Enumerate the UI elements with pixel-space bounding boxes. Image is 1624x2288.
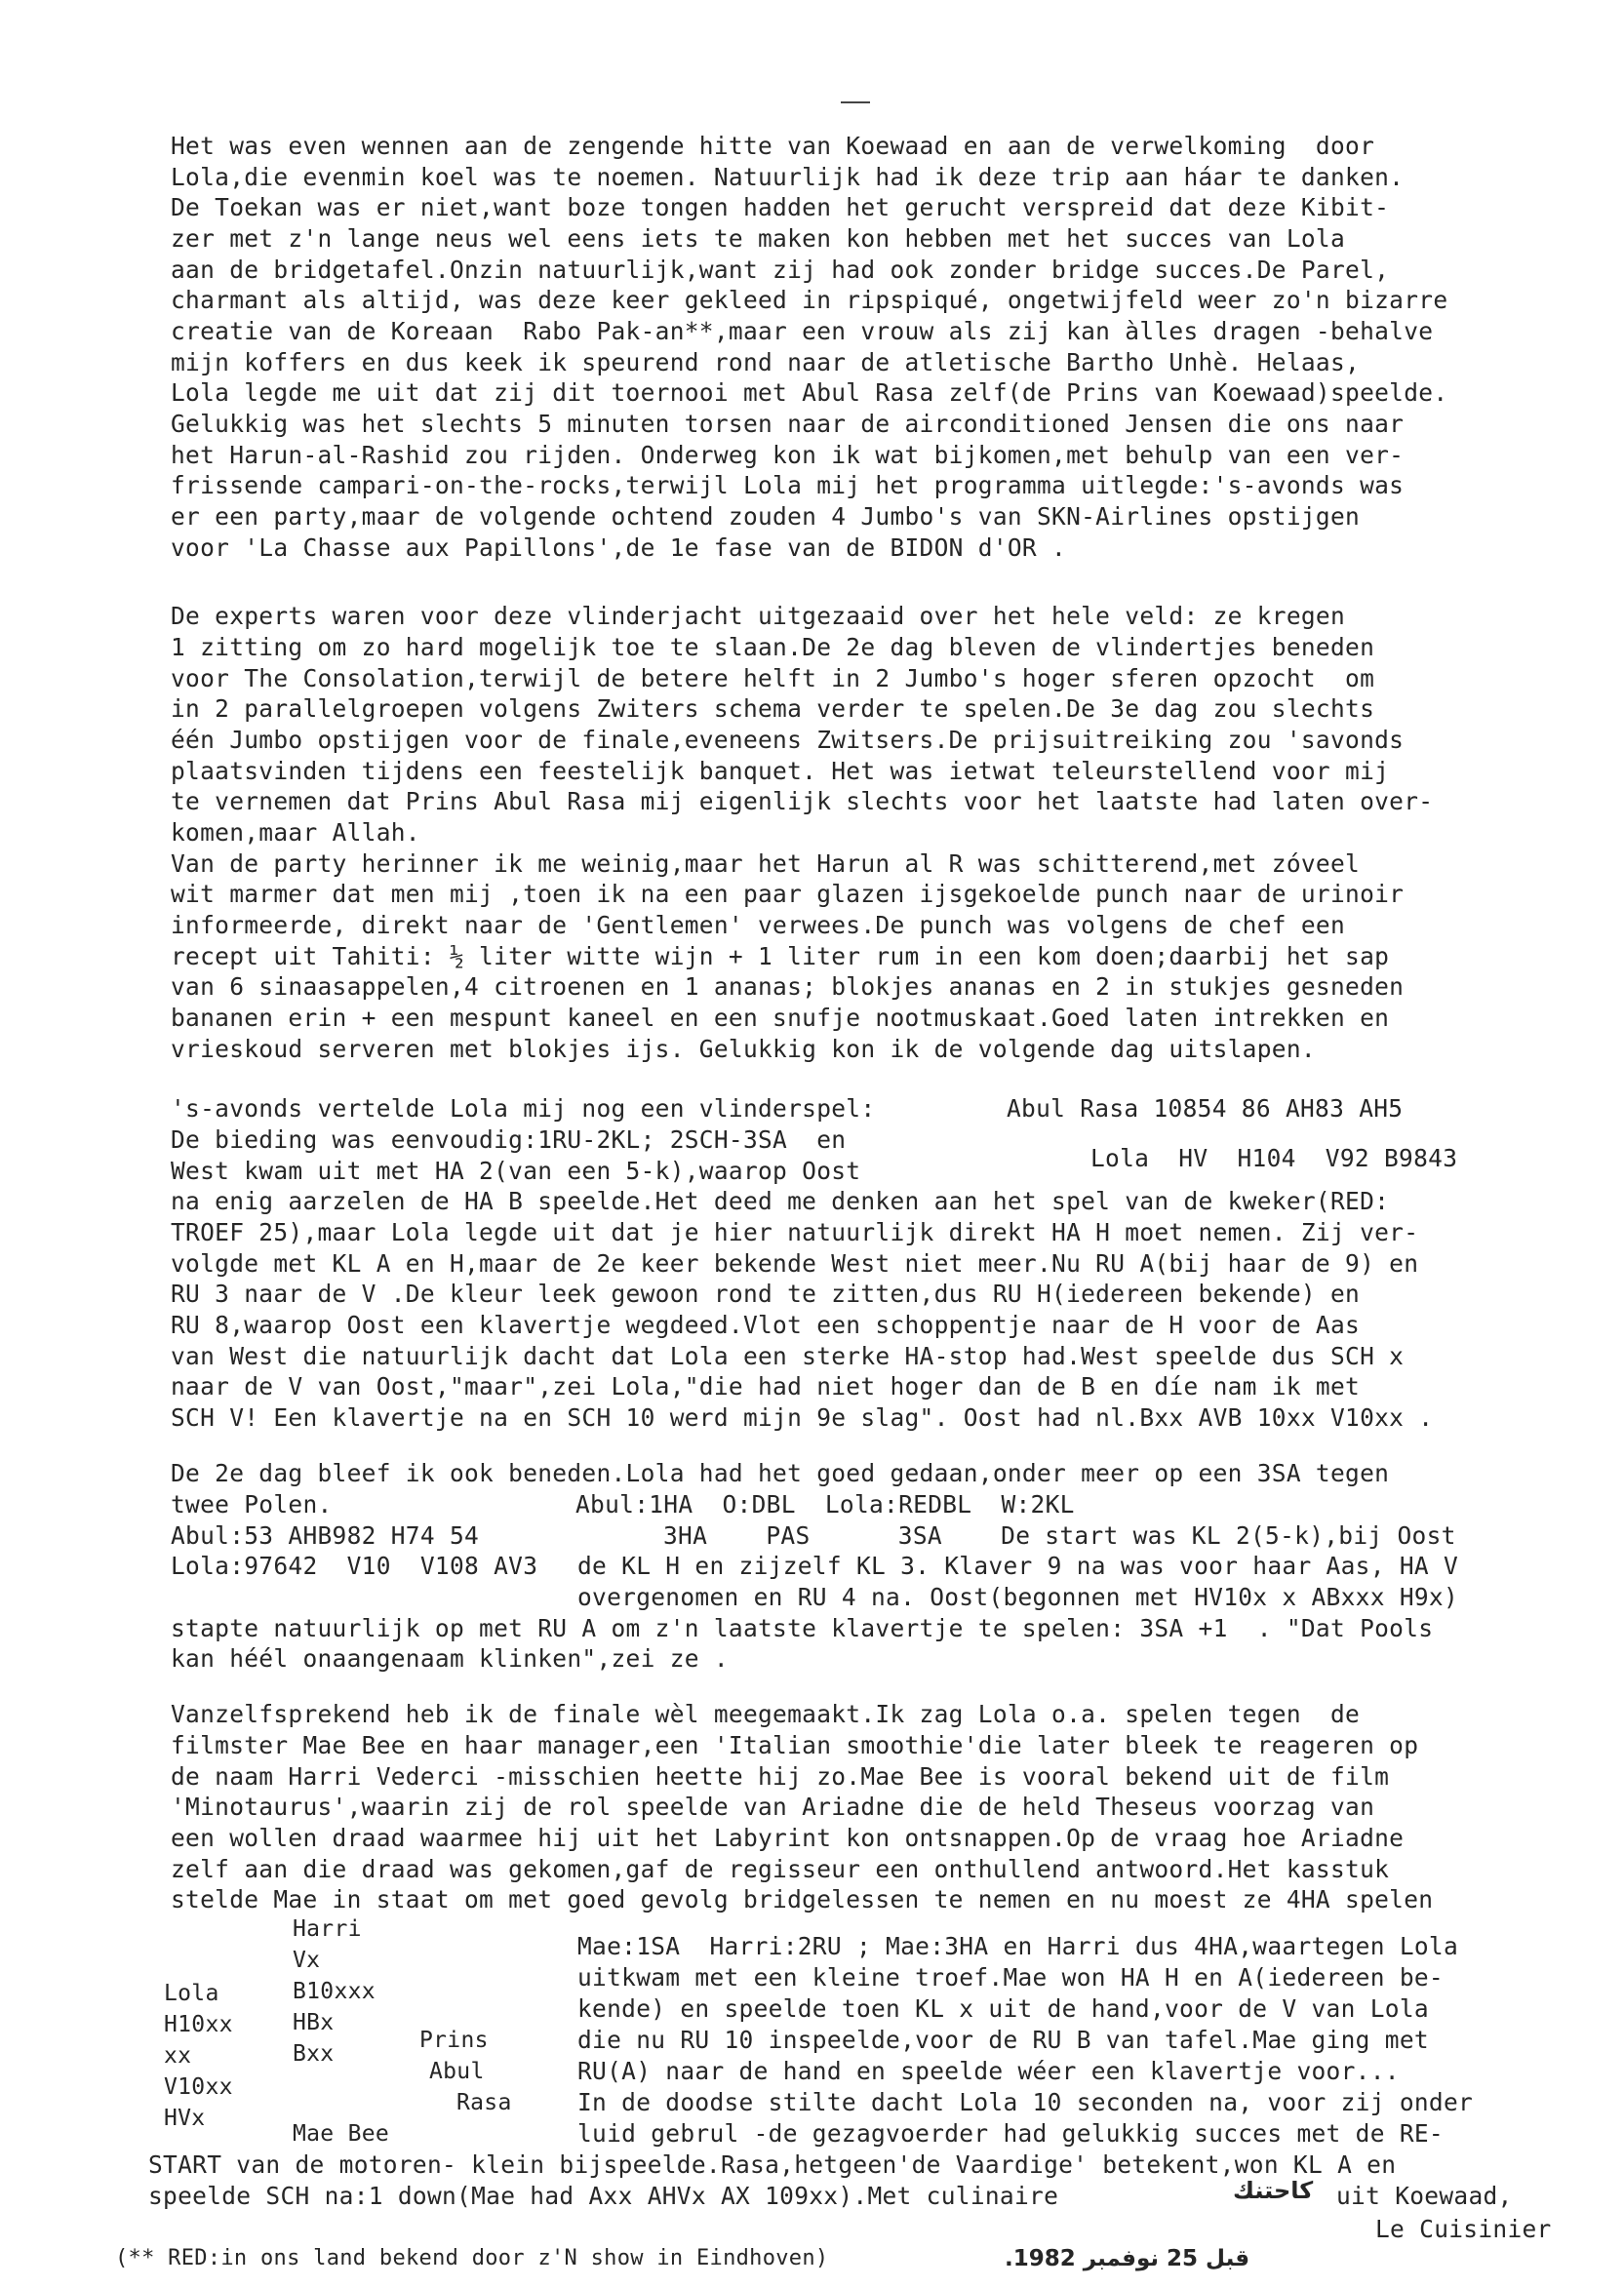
text-line: Mae:1SA Harri:2RU ; Mae:3HA en Harri dus 4HA,waartegen Lola xyxy=(577,1932,1459,1960)
hand-lola: Lola HV H104 V92 B9843 xyxy=(1090,1144,1458,1172)
text-line: Lola,die evenmin koel was te noemen. Natuurlijk had ik deze trip aan háar te danken. xyxy=(171,163,1405,191)
text-line: De experts waren voor deze vlinderjacht uitgezaaid over het hele veld: ze kregen xyxy=(171,602,1346,630)
text-line: Lola legde me uit dat zij dit toernooi met Abul Rasa zelf(de Prins van Koewaad)speelde. xyxy=(171,378,1448,407)
text-line: 3HA PAS 3SA De start was KL 2(5-k),bij Oost xyxy=(663,1521,1456,1550)
text-line: plaatsvinden tijdens een feestelijk banquet. Het was ietwat teleurstellend voor mij xyxy=(171,757,1390,785)
diagram-north-clubs: Bxx xyxy=(293,2041,335,2067)
hand-abul: Abul Rasa 10854 86 AH83 AH5 xyxy=(1007,1094,1404,1123)
text-line: 'Minotaurus',waarin zij de rol speelde van Ariadne die de held Theseus voorzag van xyxy=(171,1793,1375,1821)
text-line: recept uit Tahiti: ½ liter witte wijn + 1 liter rum in een kom doen;daarbij het sap xyxy=(171,942,1390,970)
text-line: RU(A) naar de hand en speelde wéer een klavertje voor... xyxy=(577,2057,1400,2085)
text-line: Gelukkig was het slechts 5 minuten torsen naar de airconditioned Jensen die ons naar xyxy=(171,410,1405,438)
text-line: de KL H en zijzelf KL 3. Klaver 9 na was voor haar Aas, HA V xyxy=(577,1552,1459,1580)
text-line: er een party,maar de volgende ochtend zouden 4 Jumbo's van SKN-Airlines opstijgen xyxy=(171,502,1361,531)
text-line: charmant als altijd, was deze keer gekleed in ripspiqué, ongetwijfeld weer zo'n bizarre xyxy=(171,286,1448,314)
text-line: filmster Mae Bee en haar manager,een 'Italian smoothie'die later bleek te reageren op xyxy=(171,1731,1419,1759)
text-line: RU 8,waarop Oost een klavertje wegdeed.Vlot een schoppentje naar de H voor de Aas xyxy=(171,1311,1361,1339)
text-line: na enig aarzelen de HA B speelde.Het deed me denken aan het spel van de kweker(RED: xyxy=(171,1187,1390,1215)
date-stamp: قبل 25 نوفمبر 1982. xyxy=(1005,2246,1250,2271)
text-line: de naam Harri Vederci -misschien heette hij zo.Mae Bee is vooral bekend uit de film xyxy=(171,1762,1390,1791)
text-line: van West die natuurlijk dacht dat Lola een sterke HA-stop had.West speelde dus SCH x xyxy=(171,1342,1405,1370)
text-line: volgde met KL A en H,maar de 2e keer bekende West niet meer.Nu RU A(bij haar de 9) en xyxy=(171,1249,1419,1278)
text-line: één Jumbo opstijgen voor de finale,eveneens Zwitsers.De prijsuitreiking zou 'savonds xyxy=(171,726,1405,754)
diagram-north-name: Harri xyxy=(293,1916,362,1942)
diagram-west-name: Lola xyxy=(164,1981,219,2006)
text-line: In de doodse stilte dacht Lola 10 seconden na, voor zij onder xyxy=(577,2088,1474,2116)
text-line: uitkwam met een kleine troef.Mae won HA H en A(iedereen be- xyxy=(577,1963,1444,1992)
diagram-west-hearts: xx xyxy=(164,2043,192,2069)
text-line: voor The Consolation,terwijl de betere helft in 2 Jumbo's hoger sferen opzocht om xyxy=(171,664,1375,692)
text-line: stelde Mae in staat om met goed gevolg bridgelessen te nemen en nu moest ze 4HA spelen xyxy=(171,1885,1434,1913)
text-line: luid gebrul -de gezagvoerder had gelukkig succes met de RE- xyxy=(577,2119,1444,2148)
text-line: van 6 sinaasappelen,4 citroenen en 1 ananas; blokjes ananas en 2 in stukjes gesneden xyxy=(171,972,1405,1001)
text-line: het Harun-al-Rashid zou rijden. Onderweg kon ik wat bijkomen,met behulp van een ver- xyxy=(171,441,1405,469)
text-line: aan de bridgetafel.Onzin natuurlijk,want zij had ook zonder bridge succes.De Parel, xyxy=(171,256,1390,284)
text-line: SCH V! Een klavertje na en SCH 10 werd mijn 9e slag". Oost had nl.Bxx AVB 10xx V10xx . xyxy=(171,1403,1434,1432)
hand-line: Abul:53 AHB982 H74 54 xyxy=(171,1521,480,1550)
text-line: creatie van de Koreaan Rabo Pak-an**,maar een vrouw als zij kan àlles dragen -behalve xyxy=(171,317,1434,345)
diagram-east-name: Rasa xyxy=(456,2090,512,2115)
text-line: 1 zitting om zo hard mogelijk toe te slaan.De 2e dag bleven de vlindertjes beneden xyxy=(171,633,1375,661)
top-mark xyxy=(841,101,870,103)
text-line: RU 3 naar de V .De kleur leek gewoon rond te zitten,dus RU H(iedereen bekende) en xyxy=(171,1280,1361,1308)
text-line: wit marmer dat men mij ,toen ik na een paar glazen ijsgekoelde punch naar de urinoir xyxy=(171,880,1405,908)
footnote: (** RED:in ons land bekend door z'N show in Eindhoven) xyxy=(115,2246,829,2270)
text-line: overgenomen en RU 4 na. Oost(begonnen met HV10x x ABxxx H9x) xyxy=(577,1583,1459,1611)
signature: Le Cuisinier xyxy=(1375,2215,1552,2243)
diagram-north-diamonds: HBx xyxy=(293,2010,335,2035)
text-line: De bieding was eenvoudig:1RU-2KL; 2SCH-3SA en xyxy=(171,1125,847,1154)
text-line: zer met z'n lange neus wel eens iets te maken kon hebben met het succes van Lola xyxy=(171,224,1346,253)
text-line: Het was even wennen aan de zengende hitte van Koewaad en aan de verwelkoming door xyxy=(171,132,1375,160)
text-line: komen,maar Allah. xyxy=(171,818,420,847)
text-line: uit Koewaad, xyxy=(1336,2182,1513,2210)
text-line: kende) en speelde toen KL x uit de hand,voor de V van Lola xyxy=(577,1994,1429,2023)
diagram-east-name: Abul xyxy=(429,2059,485,2084)
diagram-south-name: Mae Bee xyxy=(293,2121,390,2147)
diagram-west-clubs: HVx xyxy=(164,2106,206,2131)
text-line: zelf aan die draad was gekomen,gaf de regisseur een onthullend antwoord.Het kasstuk xyxy=(171,1855,1390,1883)
text-line: voor 'La Chasse aux Papillons',de 1e fase van de BIDON d'OR . xyxy=(171,533,1067,562)
text-line: START van de motoren- klein bijspeelde.Rasa,hetgeen'de Vaardige' betekent,won KL A en xyxy=(148,2150,1397,2179)
diagram-east-name: Prins xyxy=(419,2028,489,2053)
text-line: vrieskoud serveren met blokjes ijs. Gelukkig kon ik de volgende dag uitslapen. xyxy=(171,1035,1316,1063)
text-line: te vernemen dat Prins Abul Rasa mij eigenlijk slechts voor het laatste had laten over- xyxy=(171,787,1434,815)
text-line: De 2e dag bleef ik ook beneden.Lola had het goed gedaan,onder meer op een 3SA tegen xyxy=(171,1459,1390,1487)
text-line: De Toekan was er niet,want boze tongen hadden het gerucht verspreid dat deze Kibit- xyxy=(171,193,1390,221)
text-line: kan héél onaangenaam klinken",zei ze . xyxy=(171,1644,729,1673)
text-line: 's-avonds vertelde Lola mij nog een vlinderspel: xyxy=(171,1094,876,1123)
text-line: naar de V van Oost,"maar",zei Lola,"die had niet hoger dan de B en díe nam ik met xyxy=(171,1372,1361,1400)
diagram-west-spades: H10xx xyxy=(164,2012,233,2037)
text-line: bananen erin + een mespunt kaneel en een snufje nootmuskaat.Goed laten intrekken en xyxy=(171,1004,1390,1032)
text-line: speelde SCH na:1 down(Mae had Axx AHVx AX 109xx).Met culinaire xyxy=(148,2182,1059,2210)
bidding-line: Abul:1HA O:DBL Lola:REDBL W:2KL xyxy=(575,1490,1075,1519)
text-line: Van de party herinner ik me weinig,maar het Harun al R was schitterend,met zóveel xyxy=(171,849,1361,878)
arabic-word: كاحتنك xyxy=(1233,2177,1314,2204)
hand-line: Lola:97642 V10 V108 AV3 xyxy=(171,1552,538,1580)
text-line: mijn koffers en dus keek ik speurend rond naar de atletische Bartho Unhè. Helaas, xyxy=(171,348,1361,376)
text-line: in 2 parallelgroepen volgens Zwiters schema verder te spelen.De 3e dag zou slechts xyxy=(171,694,1375,723)
text-line: TROEF 25),maar Lola legde uit dat je hier natuurlijk direkt HA H moet nemen. Zij ver- xyxy=(171,1218,1419,1246)
text-line: een wollen draad waarmee hij uit het Labyrint kon ontsnappen.Op de vraag hoe Ariadne xyxy=(171,1824,1405,1852)
text-line: Vanzelfsprekend heb ik de finale wèl meegemaakt.Ik zag Lola o.a. spelen tegen de xyxy=(171,1700,1361,1728)
text-line: West kwam uit met HA 2(van een 5-k),waarop Oost xyxy=(171,1157,861,1185)
text-line: frissende campari-on-the-rocks,terwijl Lola mij het programma uitlegde:'s-avonds was xyxy=(171,471,1405,499)
text-line: informeerde, direkt naar de 'Gentlemen' verwees.De punch was volgens de chef een xyxy=(171,911,1346,939)
diagram-west-diamonds: V10xx xyxy=(164,2074,233,2100)
diagram-north-hearts: B10xxx xyxy=(293,1979,376,2004)
text-line: twee Polen. xyxy=(171,1490,333,1519)
text-line: die nu RU 10 inspeelde,voor de RU B van tafel.Mae ging met xyxy=(577,2026,1429,2054)
diagram-north-spades: Vx xyxy=(293,1948,321,1973)
text-line: stapte natuurlijk op met RU A om z'n laatste klavertje te spelen: 3SA +1 . "Dat Pools xyxy=(171,1614,1434,1642)
